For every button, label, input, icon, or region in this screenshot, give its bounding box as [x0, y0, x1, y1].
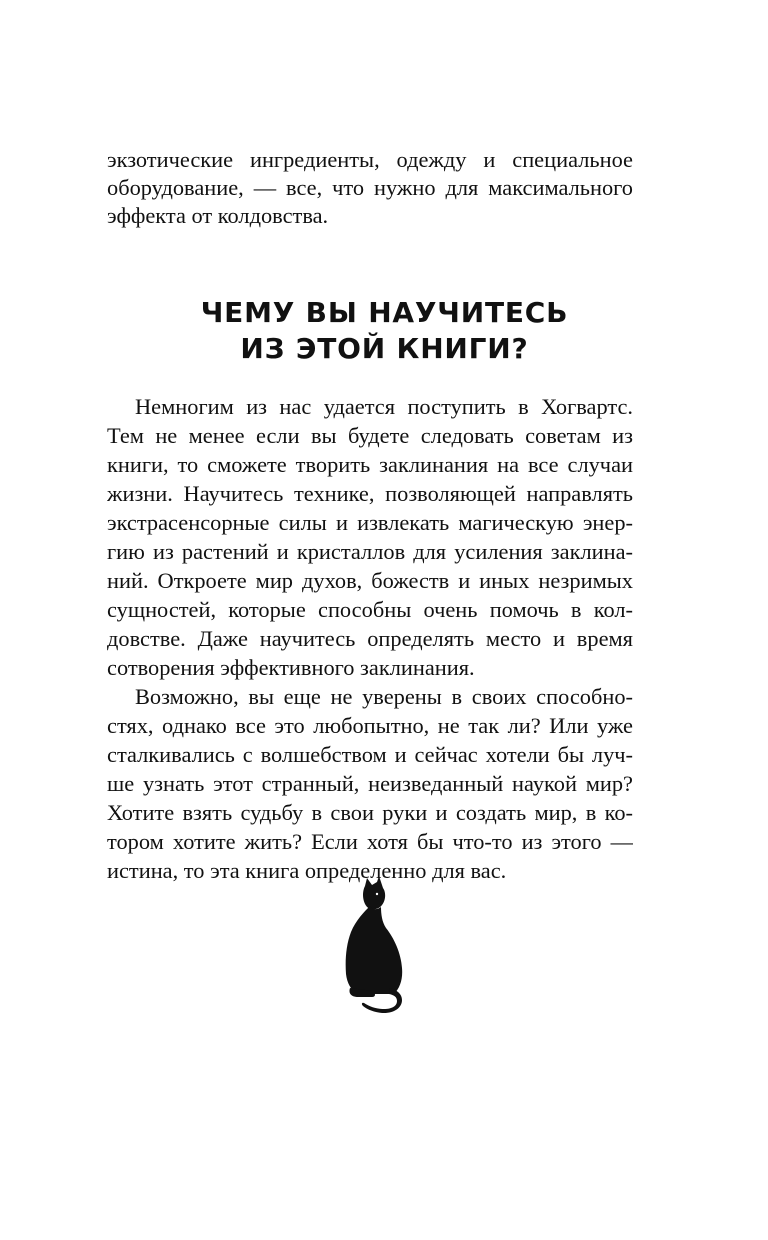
section-heading-line-1: ЧЕМУ ВЫ НАУЧИТЕСЬ: [200, 296, 569, 329]
paragraph-1-line-4: жизни. Научитесь технике, позволяющей направлять: [107, 481, 633, 506]
paragraph-1-line-8: сущностей, которые способны очень помочь в кол-: [107, 597, 633, 622]
paragraph-1-line-6: гию из растений и кристаллов для усиления заклина-: [107, 539, 633, 564]
intro-line-2: оборудование, — все, что нужно для максимального: [107, 175, 633, 200]
section-heading-line-2: ИЗ ЭТОЙ КНИГИ?: [240, 332, 529, 365]
paragraph-2-line-7: истина, то эта книга определенно для вас.: [107, 858, 507, 883]
paragraph-1-line-3: книги, то сможете творить заклинания на все случаи: [107, 452, 633, 477]
paragraph-1-line-10: сотворения эффективного заклинания.: [107, 655, 475, 680]
paragraph-2-line-3: сталкивались с волшебством и сейчас хотели бы луч-: [107, 742, 633, 767]
paragraph-1-line-1: Немногим из нас удается поступить в Хогвартс.: [135, 394, 633, 419]
intro-line-3: эффекта от колдовства.: [107, 203, 329, 228]
paragraph-1-line-7: ний. Откроете мир духов, божеств и иных незримых: [107, 568, 633, 593]
paragraph-1-line-2: Тем не менее если вы будете следовать советам из: [107, 423, 633, 448]
paragraph-2-line-1: Возможно, вы еще не уверены в своих способно-: [135, 684, 633, 709]
intro-line-1: экзотические ингредиенты, одежду и специальное: [107, 147, 633, 172]
paragraph-2-line-2: стях, однако все это любопытно, не так ли? Или уже: [107, 713, 633, 738]
paragraph-2-line-5: Хотите взять судьбу в свои руки и создать мир, в ко-: [107, 800, 633, 825]
paragraph-2-line-4: ше узнать этот странный, неизведанный наукой мир?: [107, 771, 633, 796]
black-cat-icon: [330, 876, 414, 1016]
paragraph-1-line-5: экстрасенсорные силы и извлекать магическую энер-: [107, 510, 633, 535]
paragraph-1-line-9: довстве. Даже научитесь определять место и время: [107, 626, 633, 651]
paragraph-2-line-6: тором хотите жить? Если хотя бы что-то из этого —: [107, 829, 633, 854]
